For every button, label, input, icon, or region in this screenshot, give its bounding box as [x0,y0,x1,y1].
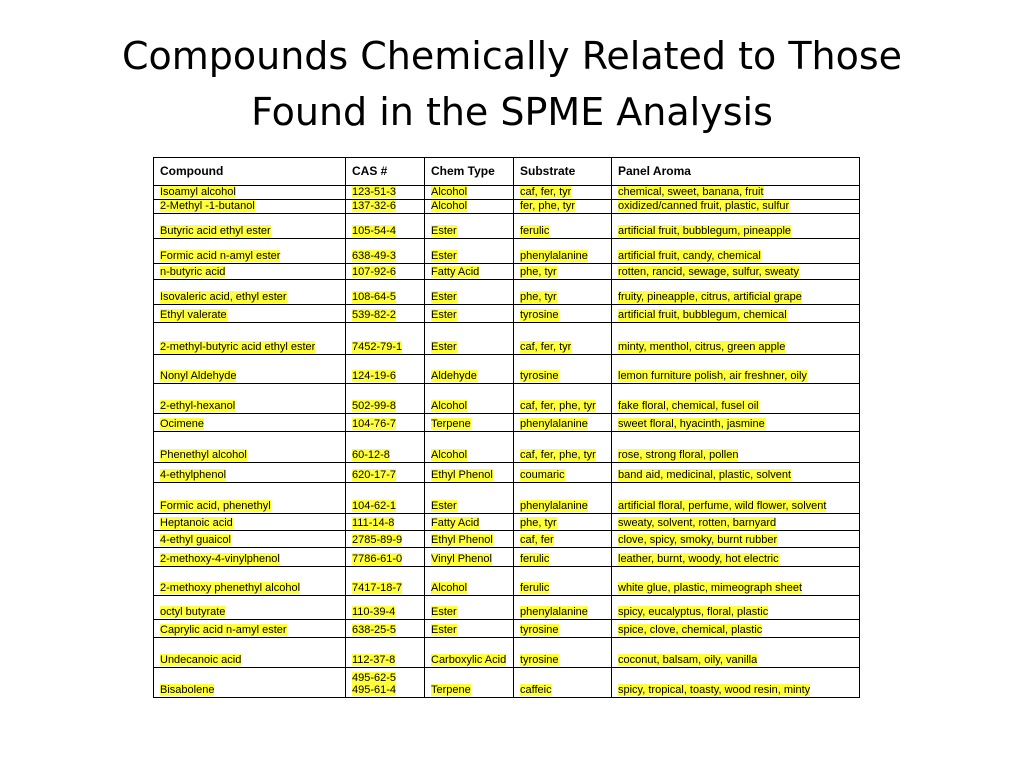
highlighted-text: coumaric [520,469,565,481]
cell-substrate [514,264,612,280]
title-line-1: Compounds Chemically Related to Those [121,34,903,78]
table-row [154,668,860,698]
cell-chem-type [425,668,514,698]
cell-panel-aroma [612,567,860,596]
cell-substrate [514,432,612,463]
highlighted-text: sweaty, solvent, rotten, barnyard [618,517,777,529]
highlighted-text: 110-39-4 [352,606,396,618]
highlighted-text: 111-14-8 [352,517,395,529]
highlighted-text: Fatty Acid [431,517,480,529]
table-header-row [154,158,860,186]
highlighted-text: caf, fer, tyr [520,186,572,198]
highlighted-text: Ester [431,500,457,512]
cell-chem-type [425,186,514,200]
cell-compound [154,432,346,463]
highlighted-text: 4-ethylphenol [160,469,227,481]
highlighted-text: tyrosine [520,370,559,382]
highlighted-text: Ester [431,341,457,353]
cell-substrate [514,668,612,698]
highlighted-text: rotten, rancid, sewage, sulfur, sweaty [618,266,799,278]
highlighted-text: Aldehyde [431,370,477,382]
highlighted-text: Formic acid, phenethyl [160,500,271,512]
highlighted-text: Phenethyl alcohol [160,449,247,461]
highlighted-text: Alcohol [431,400,468,412]
highlighted-text: 60-12-8 [352,449,390,461]
highlighted-text: spice, clove, chemical, plastic [618,624,763,636]
highlighted-text: 105-54-4 [352,225,397,237]
highlighted-text: 123-51-3 [352,186,397,198]
cell-panel-aroma [612,355,860,384]
cell-compound [154,548,346,567]
cell-panel-aroma [612,305,860,323]
cell-chem-type [425,414,514,432]
cell-chem-type [425,264,514,280]
cell-substrate [514,548,612,567]
cell-cas [346,280,425,305]
cell-panel-aroma [612,280,860,305]
highlighted-text: artificial fruit, bubblegum, pineapple [618,225,792,237]
highlighted-text: 4-ethyl guaicol [160,534,231,546]
cell-panel-aroma [612,323,860,355]
cell-panel-aroma [612,514,860,531]
highlighted-text: phenylalanine [520,250,588,262]
highlighted-text: Terpene [431,684,471,696]
cell-panel-aroma [612,264,860,280]
cell-compound [154,514,346,531]
cell-panel-aroma [612,239,860,264]
cell-cas [346,323,425,355]
highlighted-text: caffeic [520,684,552,696]
highlighted-text: spicy, eucalyptus, floral, plastic [618,606,769,618]
highlighted-text: Ethyl Phenol [431,534,493,546]
highlighted-text: caf, fer, tyr [520,341,572,353]
cell-cas [346,186,425,200]
cell-compound [154,355,346,384]
highlighted-text: 7452-79-1 [352,341,403,353]
highlighted-text: Ester [431,225,457,237]
table-row [154,264,860,280]
highlighted-text: 108-64-5 [352,291,397,303]
table-row [154,186,860,200]
table-body [154,186,860,698]
table-row [154,483,860,514]
highlighted-text: spicy, tropical, toasty, wood resin, minty [618,684,811,696]
highlighted-text: 2-Methyl -1-butanol [160,200,255,212]
cell-substrate [514,239,612,264]
cell-panel-aroma [612,432,860,463]
table-row [154,214,860,239]
cell-panel-aroma [612,548,860,567]
highlighted-text: ferulic [520,225,550,237]
table-row [154,596,860,620]
highlighted-text: caf, fer [520,534,554,546]
highlighted-text: lemon furniture polish, air freshner, oily [618,370,807,382]
cell-panel-aroma [612,596,860,620]
table-row [154,239,860,264]
cell-panel-aroma [612,638,860,668]
highlighted-text: Formic acid n-amyl ester [160,250,281,262]
header-substrate: Substrate [514,158,612,186]
highlighted-text: Alcohol [431,186,468,198]
cell-chem-type [425,596,514,620]
cell-compound [154,567,346,596]
highlighted-text: 7786-61-0 [352,553,403,565]
table-row [154,514,860,531]
highlighted-text: 539-82-2 [352,309,397,321]
cell-panel-aroma [612,414,860,432]
highlighted-text: phenylalanine [520,606,588,618]
table-row [154,414,860,432]
highlighted-text: Undecanoic acid [160,654,242,666]
highlighted-text: 104-76-7 [352,418,397,430]
highlighted-text: Caprylic acid n-amyl ester [160,624,287,636]
highlighted-text: rose, strong floral, pollen [618,449,739,461]
table-row [154,200,860,214]
cell-substrate [514,384,612,414]
highlighted-text: Isovaleric acid, ethyl ester [160,291,287,303]
cell-substrate [514,200,612,214]
cell-substrate [514,596,612,620]
cell-panel-aroma [612,531,860,548]
highlighted-text: tyrosine [520,309,559,321]
cell-compound [154,384,346,414]
highlighted-text: 104-62-1 [352,500,397,512]
cell-substrate [514,305,612,323]
highlighted-text: 2-methyl-butyric acid ethyl ester [160,341,316,353]
cell-cas [346,414,425,432]
cell-cas [346,668,425,698]
highlighted-text: Ester [431,606,457,618]
table-row [154,531,860,548]
highlighted-text: 2-methoxy phenethyl alcohol [160,582,301,594]
highlighted-text: Heptanoic acid [160,517,233,529]
header-panel-aroma: Panel Aroma [612,158,860,186]
highlighted-text: Ester [431,250,457,262]
highlighted-text: sweet floral, hyacinth, jasmine [618,418,765,430]
highlighted-text: Fatty Acid [431,266,480,278]
cell-panel-aroma [612,483,860,514]
cell-cas [346,548,425,567]
cell-cas [346,620,425,638]
cell-chem-type [425,214,514,239]
cell-chem-type [425,548,514,567]
highlighted-text: white glue, plastic, mimeograph sheet [618,582,803,594]
highlighted-text: octyl butyrate [160,606,226,618]
highlighted-text: Alcohol [431,200,468,212]
cell-cas [346,531,425,548]
header-compound: Compound [154,158,346,186]
cell-compound [154,483,346,514]
highlighted-text: fruity, pineapple, citrus, artificial grape [618,291,802,303]
cell-compound [154,323,346,355]
highlighted-text: 638-49-3 [352,250,397,262]
cell-substrate [514,514,612,531]
highlighted-text: Ester [431,624,457,636]
title-line-2: Found in the SPME Analysis [251,90,773,134]
cell-panel-aroma [612,620,860,638]
highlighted-text: 2-methoxy-4-vinylphenol [160,553,280,565]
cell-cas [346,355,425,384]
table-row [154,355,860,384]
highlighted-text: Ester [431,291,457,303]
cell-compound [154,186,346,200]
cell-cas [346,463,425,483]
table-row [154,638,860,668]
cell-panel-aroma [612,200,860,214]
table-row [154,280,860,305]
highlighted-text: Isoamyl alcohol [160,186,236,198]
cell-compound [154,414,346,432]
highlighted-text: Butyric acid ethyl ester [160,225,271,237]
table-row [154,620,860,638]
cell-substrate [514,463,612,483]
highlighted-text: Vinyl Phenol [431,553,492,565]
highlighted-text: ferulic [520,582,550,594]
highlighted-text: 495-62-5 495-61-4 [352,672,397,696]
highlighted-text: Bisabolene [160,684,215,696]
cell-compound [154,531,346,548]
cell-chem-type [425,280,514,305]
cell-compound [154,214,346,239]
cell-chem-type [425,567,514,596]
cell-chem-type [425,620,514,638]
cell-chem-type [425,432,514,463]
cell-compound [154,239,346,264]
cell-cas [346,384,425,414]
highlighted-text: artificial fruit, bubblegum, chemical [618,309,787,321]
highlighted-text: fer, phe, tyr [520,200,576,212]
cell-chem-type [425,463,514,483]
highlighted-text: phenylalanine [520,418,588,430]
highlighted-text: caf, fer, phe, tyr [520,449,596,461]
cell-cas [346,638,425,668]
cell-compound [154,596,346,620]
highlighted-text: clove, spicy, smoky, burnt rubber [618,534,778,546]
table-row [154,548,860,567]
cell-substrate [514,323,612,355]
cell-cas [346,200,425,214]
table-row [154,305,860,323]
highlighted-text: 107-92-6 [352,266,397,278]
cell-cas [346,483,425,514]
highlighted-text: 2785-89-9 [352,534,403,546]
highlighted-text: Ocimene [160,418,205,430]
cell-substrate [514,531,612,548]
cell-cas [346,264,425,280]
cell-compound [154,620,346,638]
cell-panel-aroma [612,384,860,414]
slide-title [0,28,1024,140]
highlighted-text: Ethyl valerate [160,309,227,321]
cell-compound [154,305,346,323]
highlighted-text: Alcohol [431,449,468,461]
highlighted-text: phe, tyr [520,266,557,278]
table-row [154,323,860,355]
cell-cas [346,239,425,264]
cell-cas [346,596,425,620]
highlighted-text: phe, tyr [520,517,557,529]
cell-chem-type [425,384,514,414]
highlighted-text: 124-19-6 [352,370,397,382]
cell-compound [154,463,346,483]
table-row [154,384,860,414]
cell-substrate [514,355,612,384]
highlighted-text: n-butyric acid [160,266,226,278]
highlighted-text: tyrosine [520,624,559,636]
cell-substrate [514,638,612,668]
cell-substrate [514,620,612,638]
cell-cas [346,567,425,596]
highlighted-text: Alcohol [431,582,468,594]
cell-chem-type [425,305,514,323]
cell-chem-type [425,323,514,355]
cell-chem-type [425,200,514,214]
highlighted-text: chemical, sweet, banana, fruit [618,186,764,198]
table-row [154,432,860,463]
highlighted-text: caf, fer, phe, tyr [520,400,596,412]
cell-cas [346,214,425,239]
highlighted-text: Ethyl Phenol [431,469,493,481]
cell-compound [154,264,346,280]
highlighted-text: band aid, medicinal, plastic, solvent [618,469,792,481]
compounds-table [153,157,860,698]
cell-cas [346,305,425,323]
cell-chem-type [425,531,514,548]
highlighted-text: phenylalanine [520,500,588,512]
highlighted-text: coconut, balsam, oily, vanilla [618,654,758,666]
highlighted-text: oxidized/canned fruit, plastic, sulfur [618,200,790,212]
cell-compound [154,280,346,305]
cell-substrate [514,280,612,305]
highlighted-text: 7417-18-7 [352,582,403,594]
cell-compound [154,200,346,214]
cell-panel-aroma [612,214,860,239]
cell-compound [154,668,346,698]
highlighted-text: tyrosine [520,654,559,666]
header-cas: CAS # [346,158,425,186]
highlighted-text: leather, burnt, woody, hot electric [618,553,779,565]
highlighted-text: artificial floral, perfume, wild flower, solvent [618,500,827,512]
cell-cas [346,432,425,463]
highlighted-text: 137-32-6 [352,200,397,212]
highlighted-text: Terpene [431,418,471,430]
cell-panel-aroma [612,668,860,698]
cell-substrate [514,186,612,200]
highlighted-text: artificial fruit, candy, chemical [618,250,761,262]
header-chem-type: Chem Type [425,158,514,186]
highlighted-text: fake floral, chemical, fusel oil [618,400,759,412]
cell-substrate [514,567,612,596]
cell-chem-type [425,514,514,531]
cell-substrate [514,214,612,239]
highlighted-text: 112-37-8 [352,654,396,666]
cell-chem-type [425,638,514,668]
cell-compound [154,638,346,668]
highlighted-text: 2-ethyl-hexanol [160,400,236,412]
cell-cas [346,514,425,531]
highlighted-text: Ester [431,309,457,321]
highlighted-text: 638-25-5 [352,624,397,636]
cell-chem-type [425,239,514,264]
highlighted-text: Nonyl Aldehyde [160,370,237,382]
highlighted-text: Carboxylic Acid [431,654,507,666]
cell-panel-aroma [612,186,860,200]
table-row [154,567,860,596]
highlighted-text: 502-99-8 [352,400,397,412]
highlighted-text: minty, menthol, citrus, green apple [618,341,786,353]
cell-chem-type [425,355,514,384]
highlighted-text: 620-17-7 [352,469,397,481]
highlighted-text: ferulic [520,553,550,565]
cell-substrate [514,414,612,432]
cell-substrate [514,483,612,514]
highlighted-text: phe, tyr [520,291,557,303]
table-row [154,463,860,483]
cell-panel-aroma [612,463,860,483]
cell-chem-type [425,483,514,514]
